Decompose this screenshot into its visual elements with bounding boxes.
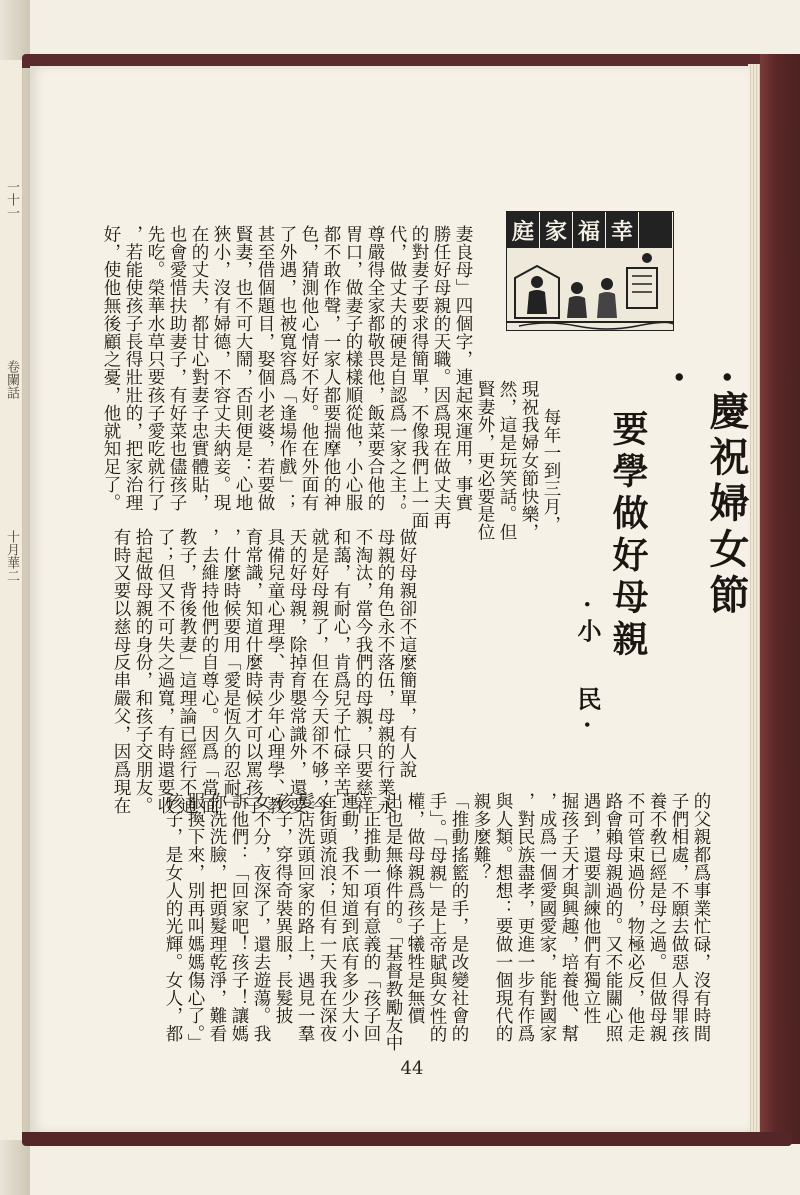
section-banner [506,211,674,331]
banner-char: 家 [540,212,573,248]
text-column: 賢妻外，更必要是位 [475,380,495,542]
book-cover-right [760,54,800,1144]
text-column: ，成爲一個愛國愛家，能對國家 [537,792,557,1043]
text-column: 遇到，還要訓練他們有獨立性 [581,792,601,1025]
text-column: ，若能使孩子長得壯壯的，把家治理 [123,225,143,512]
text-column: 天的好母親，除掉育嬰常識外，還要 [287,528,307,815]
text-column: 在街頭流浪；但有一天我在深夜 [317,792,337,1043]
text-column: 孩子，穿得奇裝異服，長髮披 [273,792,293,1025]
text-column: 也會愛惜扶助妻子，有好菜也儘孩子 [167,225,187,512]
text-column: 勝任好母親的天職。因爲現在做丈夫再 [431,225,451,530]
text-column: 好，使他無後顧之憂，他就知足了。 [101,225,121,512]
text-column: 手」。「母親」是上帝賦與女性的 [427,792,447,1043]
text-column: 與人類。想想：要做一個現代的 [493,792,513,1043]
page-number: 44 [400,1058,424,1079]
text-column: 育常識，知道什麼時候才可以罵孩子 [243,528,263,815]
left-page-fragment-3: 十月華二 [4,530,19,582]
text-column: 不可管束過份，物極必反，他走 [625,792,645,1043]
text-column: 女不分，夜深了，還去遊蕩。我 [251,792,271,1043]
left-page-edge [0,60,23,1140]
text-column: 先吃。榮華水草只要孩子愛吃就行了 [145,225,165,512]
text-column: ，去維持他們的自尊心。因爲「當面 [199,528,219,815]
article-author: ·小 民· [573,600,602,739]
text-column: 妻良母」四個字，連起來運用，事實 [453,225,473,512]
text-column: 養不敎已經是母之過。但做母親 [647,792,667,1043]
text-column: 尊嚴得全家都敬畏他，飯菜要合他的 [365,225,385,512]
text-column: 的對妻子要求得簡單，不像我們上一面 [409,225,429,530]
banner-char: 庭 [507,212,540,248]
text-column: 狹小，沒有婦德，不容丈夫納妾。現 [211,225,231,512]
article-subtitle: 要學做好母親 [607,410,649,662]
text-column: 親多麼難？ [471,792,491,882]
text-column: 每年一到三月， [541,408,561,534]
text-column: 「推動搖籃的手，是改變社會的 [449,792,469,1043]
banner-char: 福 [573,212,606,248]
text-column: 掘孩子天才與興趣，培養他、幫 [559,792,579,1043]
article-title: ·慶祝婦女節· [655,370,750,620]
text-column: 權，做母親爲孩子犧牲是無價 [405,792,425,1025]
text-column: 拾起做母親的身份，和孩子交朋友。 [133,528,153,815]
text-column: 賢妻，也不可大鬧，否則便是：心地 [233,225,253,512]
text-column: 具備兒童心理學、靑少年心理學、教 [265,528,285,815]
text-column: 路會賴母親過的。又不能關心照 [603,792,623,1043]
text-column: 色，猜測他心情好不好。他在外面有 [299,225,319,512]
text-column: 你洗洗臉，把頭髮理乾淨，難看 [207,792,227,1043]
left-page-fragment-2: 卷闌話 [4,360,19,399]
text-column: 不淘汰，當今我們的母親，只要慈祥 [353,528,373,815]
text-column: 髮店洗頭回家的路上，遇見一羣 [295,792,315,1043]
banner-char: 幸 [606,212,639,248]
text-column: 有時又要以慈母反串嚴父，因爲現在 [111,528,131,815]
section-banner-title [507,212,673,248]
text-column: 」正推動一項有意義的「孩子回 [361,792,381,1043]
text-column: 現祝我婦女節快樂， [519,380,539,542]
text-column: 教子，背後教妻」這理論已經行不通 [177,528,197,815]
text-column: 就是好母親了，但在今天卻不够，今 [309,528,329,815]
text-column: 了外遇，也被寬容爲「逢場作戲」； [277,225,297,512]
text-column: 在的丈夫，都甘心對妻子忠實體貼， [189,225,209,512]
text-column: ，什麼時候要用「愛是恆久的忍耐」 [221,528,241,815]
text-column: 運動，我不知道到底有多少大小 [339,792,359,1043]
text-column: 都不敢作聲，一家人都要揣摩他的神 [321,225,341,512]
left-page-fragment-1: 一十一 [4,180,19,219]
text-column: 孩子，是女人的光輝。女人，都 [163,792,183,1043]
text-column: 子們相處，不願去做惡人得罪孩 [669,792,689,1043]
family-illustration [507,248,673,330]
text-column: 甚至借個題目，娶個小老婆，若要做 [255,225,275,512]
text-column: 母親的角色永不落伍，母親的行業永 [375,528,395,815]
book-cover-bottom [22,1132,792,1146]
text-column: 做好母親卻不這麼簡單，有人說 [397,528,417,779]
text-column: 然，這是玩笑話。但 [497,380,517,542]
text-column: 代，做丈夫的硬是自認爲一家之主，。 [387,225,407,521]
text-column: 出也是無條件的。「基督教勵友中 [383,792,403,1052]
text-column: 和藹，有耐心，肯爲兒子忙碌辛苦， [331,528,351,815]
text-column: 胃口，做妻子的樣樣順從他，小心服 [343,225,363,512]
banner-end [639,212,673,248]
text-column: 了；但又不可失之過寬，有時還要收 [155,528,175,815]
text-column: ，對民族盡孝，更進一步有作爲 [515,792,535,1043]
text-column: 的父親都爲事業忙碌，沒有時間 [691,792,711,1043]
text-column: 服換下來，別再叫媽媽傷心了。」 [185,792,205,1052]
text-column: 訴他們：「回家吧！孩子！讓媽 [229,792,249,1043]
